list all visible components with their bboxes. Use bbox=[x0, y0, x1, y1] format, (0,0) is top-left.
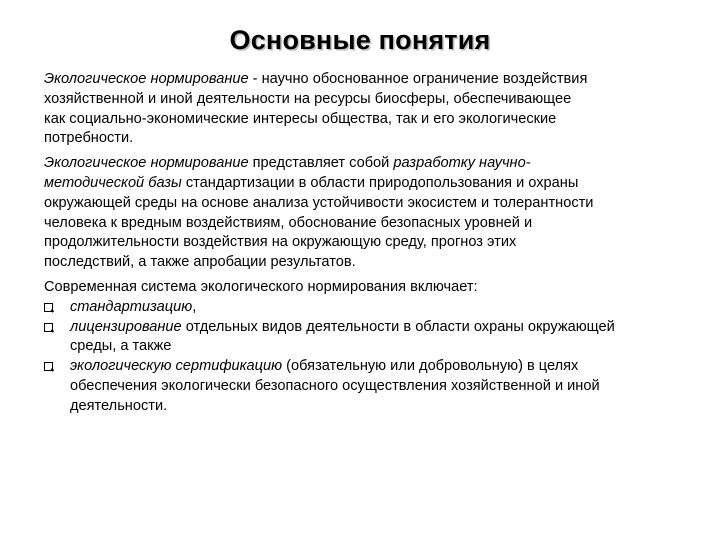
list-item-2-line-2: среды, а также bbox=[70, 338, 172, 355]
checkbox-bullet-icon bbox=[44, 362, 53, 371]
system-components-list bbox=[44, 298, 684, 417]
list-item-2-line-1 bbox=[70, 318, 684, 338]
definition-1-line-1 bbox=[44, 70, 684, 90]
definition-paragraph-2 bbox=[44, 154, 684, 273]
definition-1-term: Экологическое нормирование bbox=[44, 71, 249, 87]
list-item-3-text: (обязательную или добровольную) в целях bbox=[282, 358, 579, 375]
definition-paragraph-1 bbox=[44, 70, 684, 149]
list-item-3-line-2: обеспечения экологически безопасного осуществления хозяйственной и иной bbox=[70, 377, 600, 394]
definition-1-line-4: потребности. bbox=[44, 130, 134, 147]
checkbox-bullet-icon bbox=[44, 323, 53, 332]
definition-1-line-3: как социально-экономические интересы общества, так и его экологические bbox=[44, 110, 557, 127]
list-item-3-line-1 bbox=[70, 357, 684, 377]
definition-2-term: Экологическое нормирование bbox=[44, 155, 249, 172]
definition-2-line-5: продолжительности воздействия на окружающую среду, прогноз этих bbox=[44, 234, 517, 251]
slide-content bbox=[44, 70, 684, 417]
definition-2-line-4: человека к вредным воздействиям, обоснование безопасных уровней и bbox=[44, 214, 533, 231]
definition-1-line-2: хозяйственной и иной деятельности на ресурсы биосферы, обеспечивающее bbox=[44, 90, 572, 107]
definition-2-line-2-text: стандартизации в области природопользования и охраны bbox=[181, 174, 579, 191]
list-item-1-term: стандартизацию bbox=[70, 298, 193, 315]
definition-1-text: - научно обоснованное ограничение воздействия bbox=[248, 71, 588, 87]
list-item-2-term: лицензирование bbox=[70, 318, 182, 335]
list-item-licensing bbox=[44, 318, 684, 358]
system-intro: Современная система экологического нормирования включает: bbox=[44, 278, 478, 295]
page-title: Основные понятия bbox=[229, 25, 491, 55]
checkbox-bullet-icon bbox=[44, 303, 53, 312]
list-item-certification bbox=[44, 357, 684, 416]
definition-2-line-2 bbox=[44, 174, 684, 194]
list-item-1-text: , bbox=[192, 298, 197, 315]
definition-2-emphasis-continued: методической базы bbox=[44, 174, 182, 191]
list-item-3-term: экологическую сертификацию bbox=[70, 358, 283, 375]
definition-2-emphasis: разработку научно- bbox=[393, 155, 531, 172]
definition-2-line-3: окружающей среды на основе анализа устойчивости экосистем и толерантности bbox=[44, 194, 594, 211]
definition-2-text: представляет собой bbox=[248, 155, 394, 172]
list-item-2-text: отдельных видов деятельности в области охраны окружающей bbox=[181, 318, 615, 335]
list-item-standardization bbox=[44, 298, 684, 318]
list-item-3-line-3: деятельности. bbox=[70, 397, 168, 414]
definition-2-line-6: последствий, а также апробации результатов. bbox=[44, 254, 356, 271]
list-item-1-line-1 bbox=[70, 298, 684, 318]
definition-2-line-1 bbox=[44, 154, 684, 174]
